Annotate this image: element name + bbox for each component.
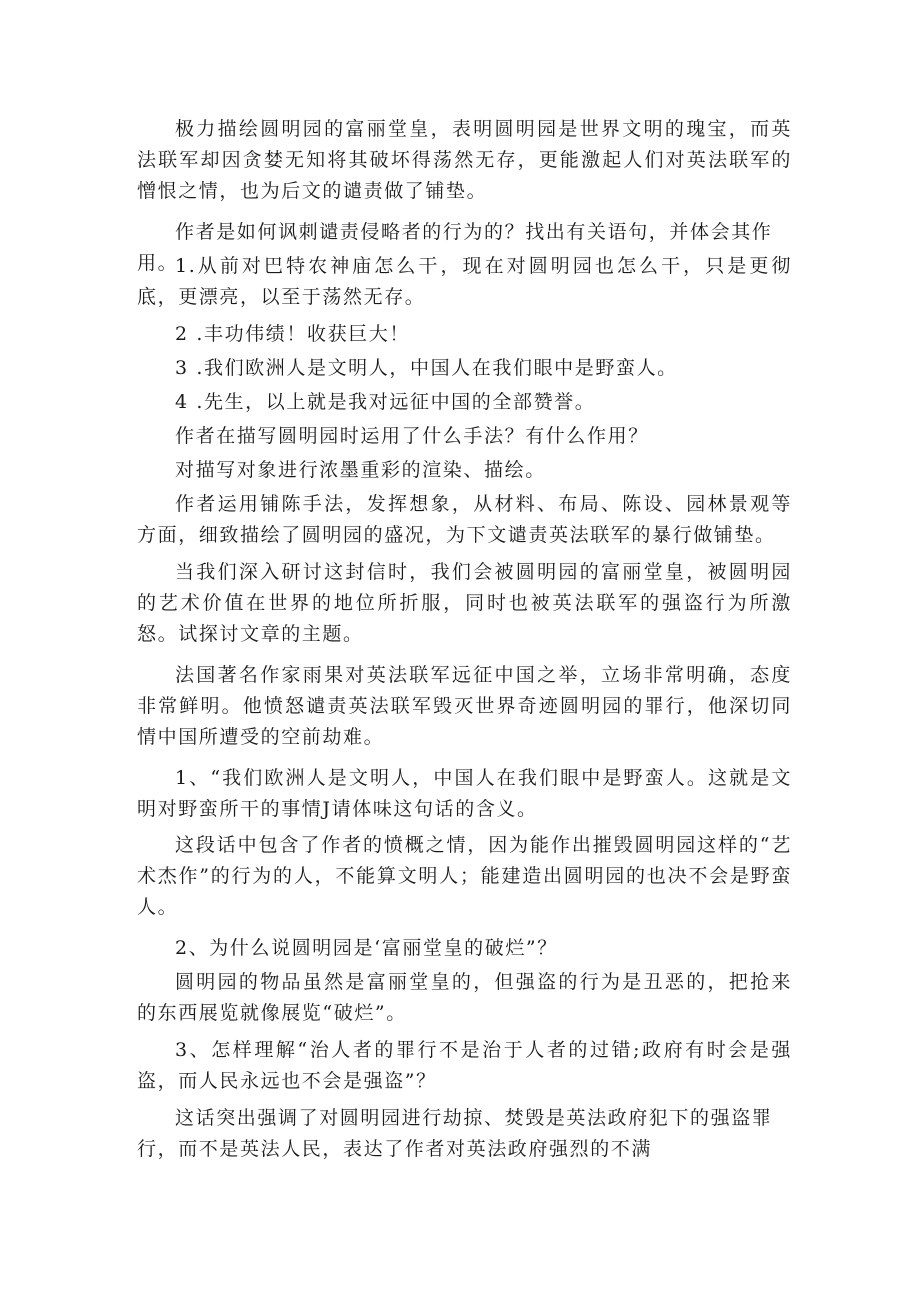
paragraph-13: 这段话中包含了作者的愤概之情，因为能作出摧毁圆明园这样的“艺术杰作”的行为的人，不能算文明人；能建造出圆明园的也决不会是野蛮人。 [137,834,792,918]
paragraph-14: 2、为什么说圆明园是‘富丽堂皇的破烂”？ [175,937,558,959]
paragraph-5: 3 .我们欧洲人是文明人，中国人在我们眼中是野蛮人。 [175,357,678,379]
paragraph-4: 2 .丰功伟绩！收获巨大！ [175,323,410,345]
paragraph-1: 极力描绘圆明园的富丽堂皇，表明圆明园是世界文明的瑰宝，而英法联军却因贪婪无知将其破坏得荡然无存，更能激起人们对英法联军的憎恨之情，也为后文的谴责做了铺垫。 [137,118,792,202]
paragraph-8: 对描写对象进行浓墨重彩的渲染、描绘。 [175,459,546,481]
paragraph-15: 圆明园的物品虽然是富丽堂皇的，但强盗的行为是丑恶的，把抢来的东西展览就像展览“破烂”。 [137,971,792,1024]
paragraph-10: 当我们深入研讨这封信时，我们会被圆明园的富丽堂皇，被圆明园的艺术价值在世界的地位所折服，同时也被英法联军的强盗行为所激怒。试探讨文章的主题。 [137,561,792,645]
paragraph-6: 4 .先生，以上就是我对远征中国的全部赞誉。 [175,391,596,413]
paragraph-12: 1、“我们欧洲人是文明人，中国人在我们眼中是野蛮人。这就是文明对野蛮所干的事情J请体味这句话的含义。 [137,767,792,820]
paragraph-9: 作者运用铺陈手法，发挥想象，从材料、布局、陈设、园林景观等方面，细致描绘了圆明园的盛况，为下文谴责英法联军的暴行做铺垫。 [137,493,792,546]
paragraph-17: 这话突出强调了对圆明园进行劫掠、焚毁是英法政府犯下的强盗罪行，而不是英法人民，表达了作者对英法政府强烈的不满 [137,1107,773,1160]
paragraph-7: 作者在描写圆明园时运用了什么手法？有什么作用？ [175,425,649,447]
paragraph-16: 3、怎样理解“治人者的罪行不是治于人者的过错;政府有时会是强盗，而人民永远也不会是强盗”？ [137,1039,792,1092]
paragraph-3: 1.从前对巴特农神庙怎么干，现在对圆明园也怎么干，只是更彻底，更漂亮，以至于荡然无存。 [137,255,792,308]
paragraph-2: 作者是如何讽刺谴责侵略者的行为的？找出有关语句，并体会其作用。 [137,221,773,274]
paragraph-11: 法国著名作家雨果对英法联军远征中国之举，立场非常明确，态度非常鲜明。他愤怒谴责英法联军毁灭世界奇迹圆明园的罪行，他深切同情中国所遭受的空前劫难。 [137,664,792,748]
